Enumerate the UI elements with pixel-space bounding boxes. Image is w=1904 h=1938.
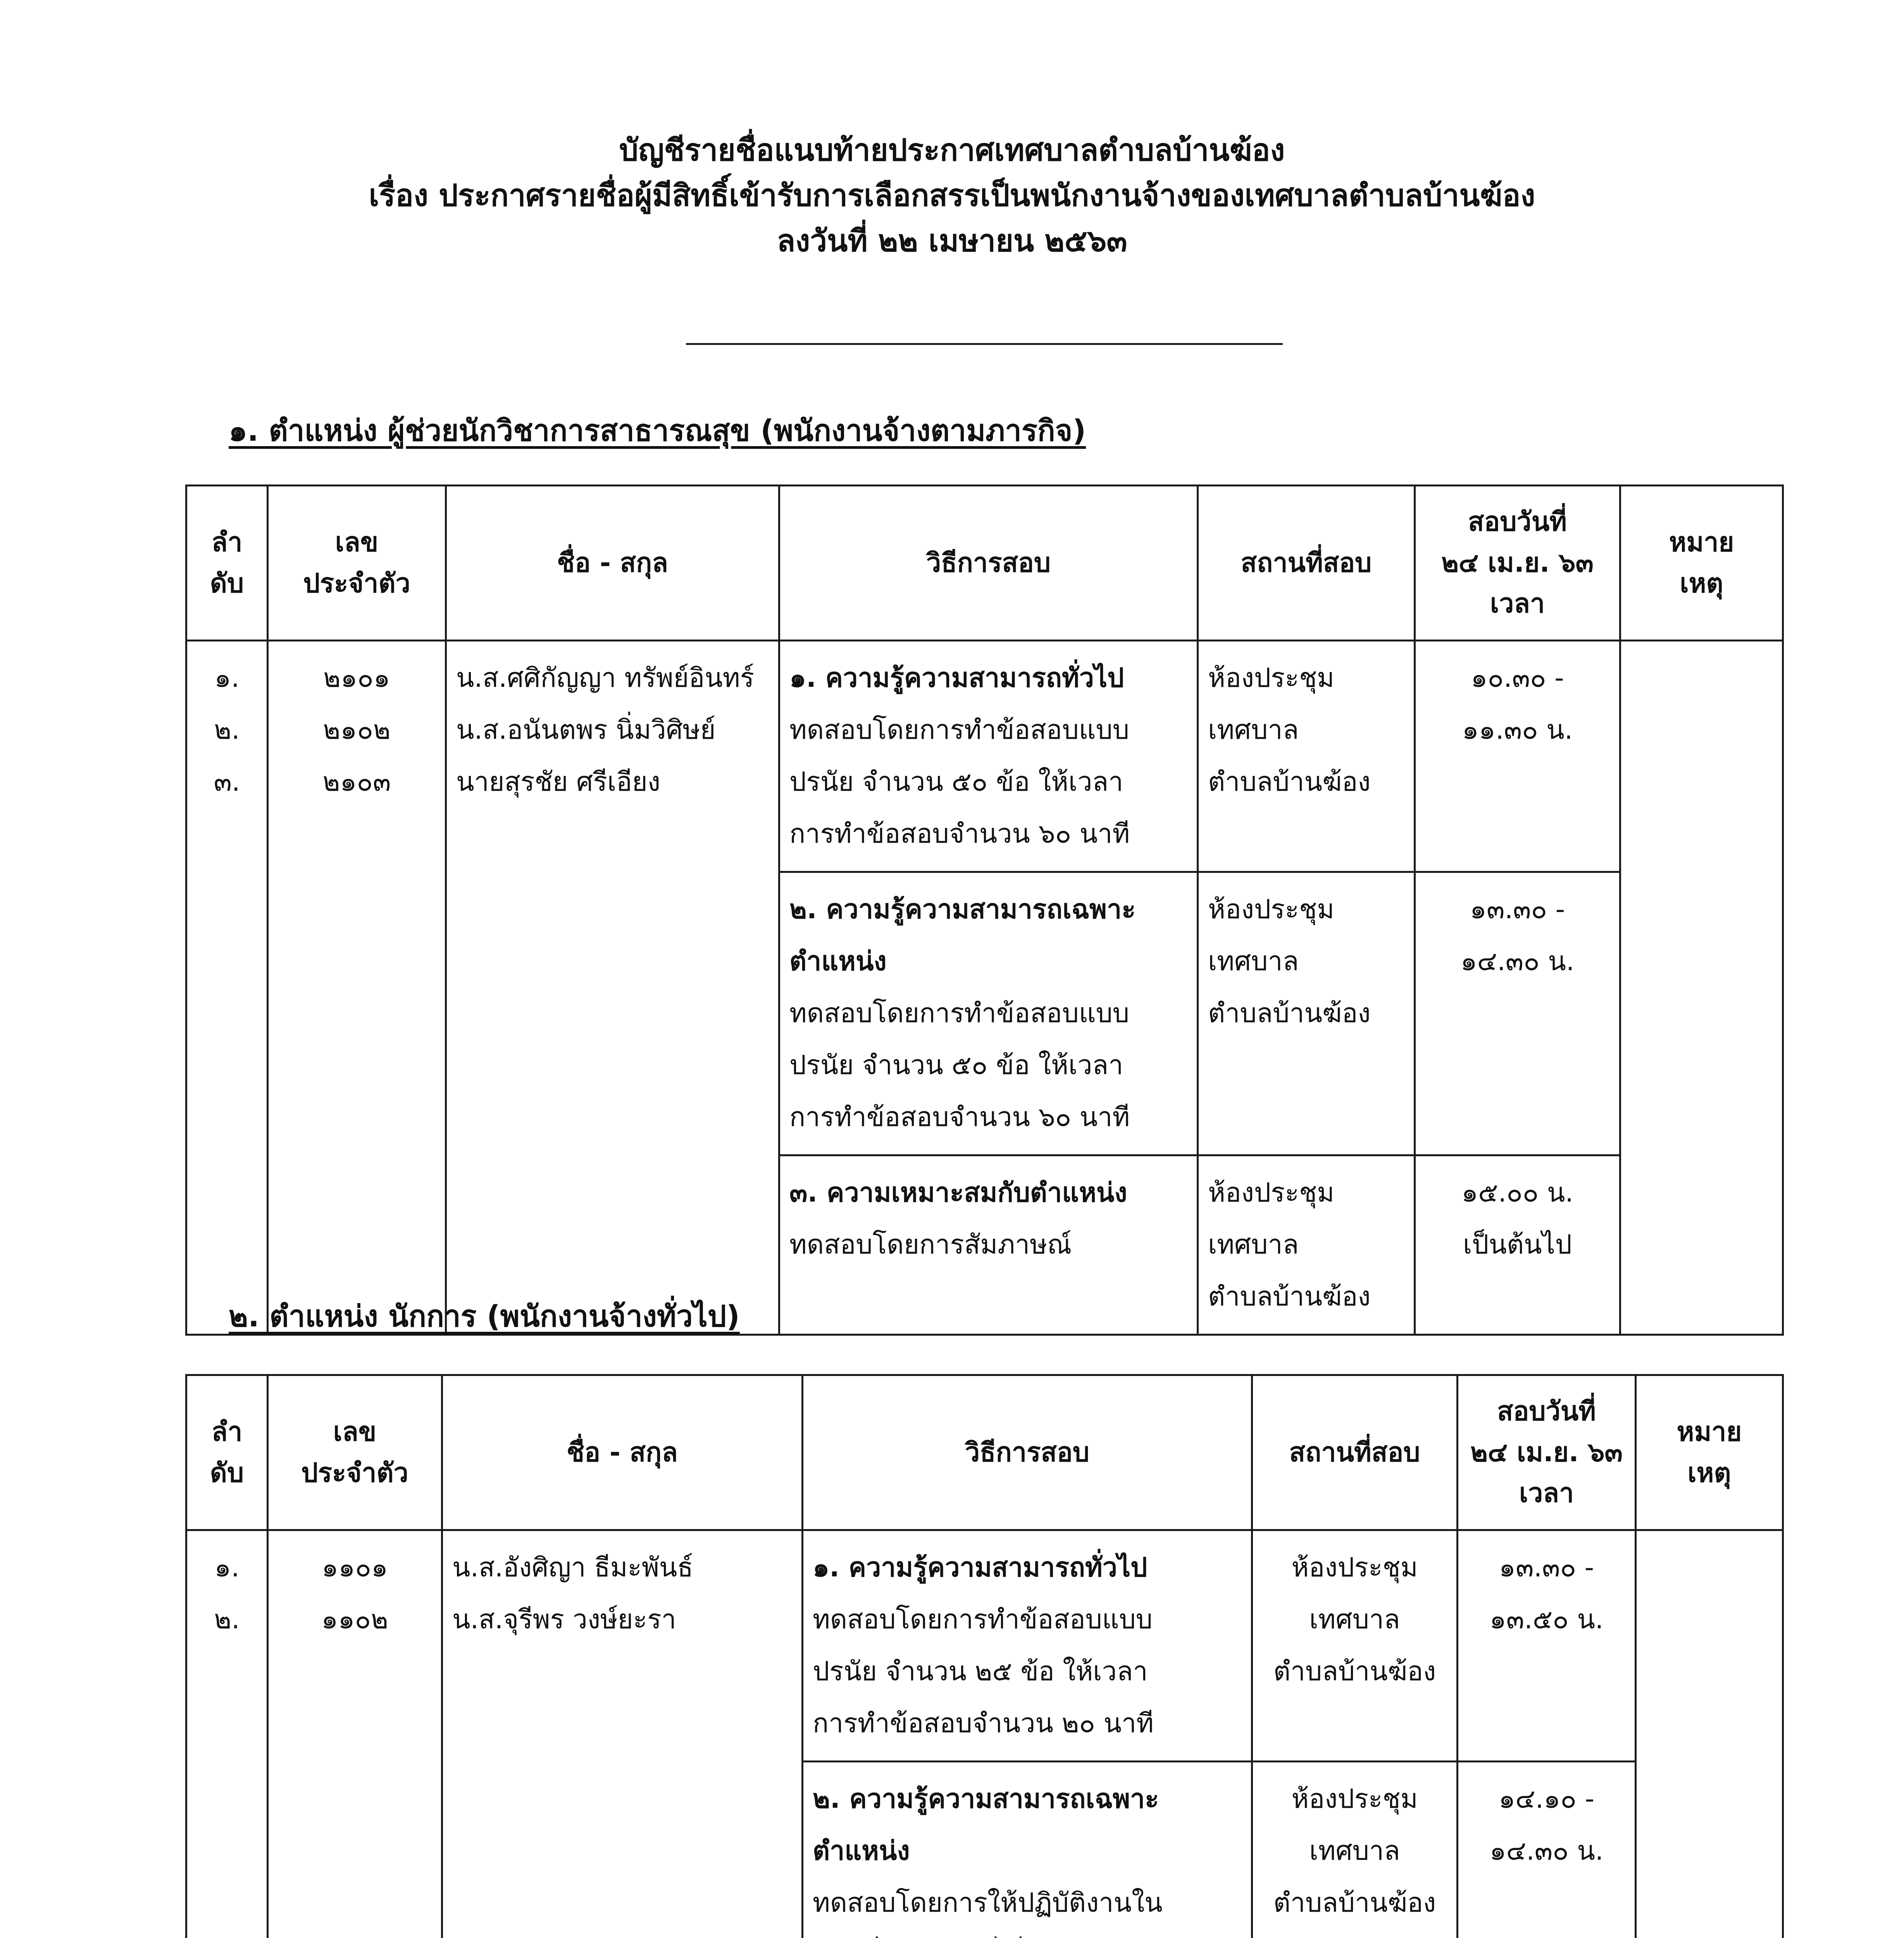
section2-table — [185, 1374, 1784, 1938]
place-cell: ห้องประชุม เทศบาล ตำบลบ้านฆ้อง — [1198, 1155, 1415, 1335]
col-id: เลข ประจำตัว — [268, 1375, 442, 1530]
id-cell: ๑๑๐๑ ๑๑๐๒ — [268, 1530, 442, 1938]
col-remark: หมาย เหตุ — [1620, 486, 1783, 641]
col-name: ชื่อ - สกุล — [446, 486, 779, 641]
time-cell: ๑๕.๐๐ น. เป็นต้นไป — [1415, 1155, 1620, 1335]
time-cell: ๑๔.๑๐ - ๑๔.๓๐ น. — [1458, 1762, 1636, 1938]
col-id: เลข ประจำตัว — [268, 486, 446, 641]
place-cell: ห้องประชุม เทศบาล ตำบลบ้านฆ้อง — [1252, 1762, 1458, 1938]
method-cell: ๑. ความรู้ความสามารถทั่วไป ทดสอบโดยการทำข้อสอบแบบ ปรนัย จำนวน ๕๐ ข้อ ให้เวลา การทำข้อสอบจำนวน ๖๐ นาที — [779, 641, 1198, 872]
remark-cell — [1620, 641, 1783, 1335]
col-place: สถานที่สอบ — [1198, 486, 1415, 641]
method-cell: ๒. ความรู้ความสามารถเฉพาะ ตำแหน่ง ทดสอบโดยการให้ปฏิบัติงานใน — [803, 1762, 1252, 1938]
table-row — [186, 1530, 1783, 1762]
method-cell: ๓. ความเหมาะสมกับตำแหน่ง ทดสอบโดยการสัมภาษณ์ — [779, 1155, 1198, 1335]
place-cell: ห้องประชุม เทศบาล ตำบลบ้านฆ้อง — [1198, 872, 1415, 1155]
id-cell: ๒๑๐๑ ๒๑๐๒ ๒๑๐๓ — [268, 641, 446, 1335]
col-order: ลำ ดับ — [186, 1375, 268, 1530]
time-cell: ๑๓.๓๐ - ๑๓.๕๐ น. — [1458, 1530, 1636, 1762]
header-title: บัญชีรายชื่อแนบท้ายประกาศเทศบาลตำบลบ้านฆ้อง — [619, 133, 1285, 168]
order-cell: ๑. ๒. — [186, 1530, 268, 1938]
table-row — [186, 641, 1783, 872]
remark-cell — [1636, 1530, 1783, 1938]
col-method: วิธีการสอบ — [779, 486, 1198, 641]
name-cell: น.ส.อังศิญา ธีมะพันธ์ น.ส.จุรีพร วงษ์ยะรา — [442, 1530, 803, 1938]
time-cell: ๑๐.๓๐ - ๑๑.๓๐ น. — [1415, 641, 1620, 872]
header-divider — [686, 343, 1283, 345]
section1-table — [185, 484, 1784, 1336]
col-order: ลำ ดับ — [186, 486, 268, 641]
col-name: ชื่อ - สกุล — [442, 1375, 803, 1530]
time-cell: ๑๓.๓๐ - ๑๔.๓๐ น. — [1415, 872, 1620, 1155]
col-remark: หมาย เหตุ — [1636, 1375, 1783, 1530]
col-method: วิธีการสอบ — [803, 1375, 1252, 1530]
header-date: ลงวันที่ ๒๒ เมษายน ๒๕๖๓ — [777, 224, 1127, 259]
place-cell: ห้องประชุม เทศบาล ตำบลบ้านฆ้อง — [1252, 1530, 1458, 1762]
col-place: สถานที่สอบ — [1252, 1375, 1458, 1530]
col-date: สอบวันที่ ๒๔ เม.ย. ๖๓ เวลา — [1458, 1375, 1636, 1530]
name-cell: น.ส.ศศิกัญญา ทรัพย์อินทร์ น.ส.อนันตพร นิ่มวิศิษย์ นายสุรชัย ศรีเอียง — [446, 641, 779, 1335]
order-cell: ๑. ๒. ๓. — [186, 641, 268, 1335]
section1-title: ๑. ตำแหน่ง ผู้ช่วยนักวิชาการสาธารณสุข (พนักงานจ้างตามภารกิจ) — [229, 413, 1086, 448]
method-cell: ๒. ความรู้ความสามารถเฉพาะ ตำแหน่ง ทดสอบโดยการทำข้อสอบแบบ ปรนัย จำนวน ๕๐ ข้อ ให้เวลา การทำข้อสอบจำนวน ๖๐ นาที — [779, 872, 1198, 1155]
section2-title: ๒. ตำแหน่ง นักการ (พนักงานจ้างทั่วไป) — [229, 1299, 740, 1333]
place-cell: ห้องประชุม เทศบาล ตำบลบ้านฆ้อง — [1198, 641, 1415, 872]
table-header-row — [186, 486, 1783, 641]
col-date: สอบวันที่ ๒๔ เม.ย. ๖๓ เวลา — [1415, 486, 1620, 641]
table-header-row — [186, 1375, 1783, 1530]
document-header — [0, 128, 1904, 264]
header-subject: เรื่อง ประกาศรายชื่อผู้มีสิทธิ์เข้ารับการเลือกสรรเป็นพนักงานจ้างของเทศบาลตำบลบ้านฆ้อง — [369, 178, 1535, 213]
method-cell: ๑. ความรู้ความสามารถทั่วไป ทดสอบโดยการทำข้อสอบแบบ ปรนัย จำนวน ๒๕ ข้อ ให้เวลา การทำข้อสอบจำนวน ๒๐ นาที — [803, 1530, 1252, 1762]
